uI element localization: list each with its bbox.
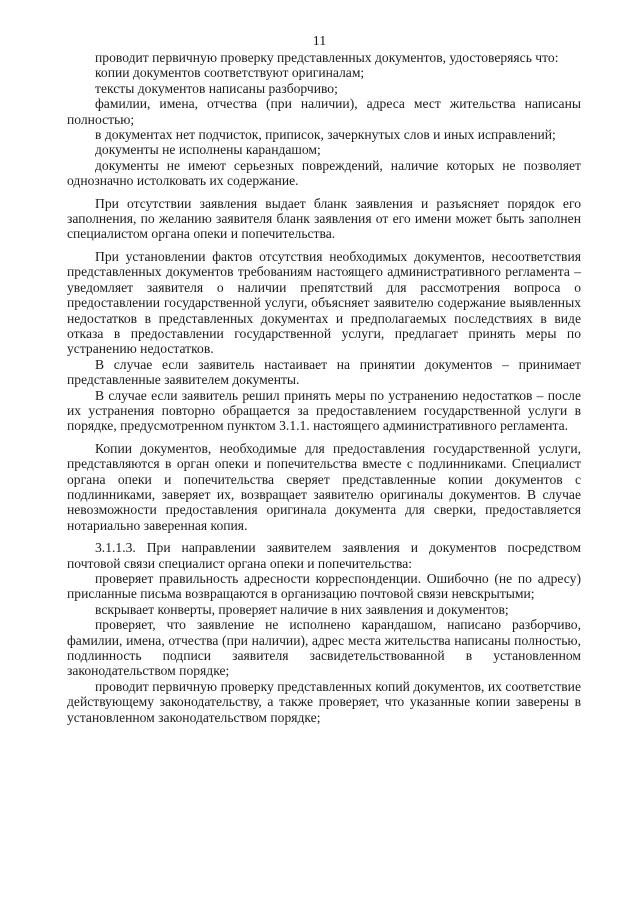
- paragraph: вскрывает конверты, проверяет наличие в них заявления и документов;: [95, 601, 509, 617]
- paragraph: в документах нет подчисток, приписок, зачеркнутых слов и иных исправлений;: [95, 127, 556, 143]
- paragraph: При установлении фактов отсутствия необходимых документов, несоответствия представленных документов требованиям настоящего административного регламента – уведомляет заявителя о наличии препятствий для рассмотрения вопроса о предоставлении государственной услуги, объясняет заявителю содержание выявленных недостатков в представленных документах и предполагаемых последствиях в виде отказа в предоставлении государственной услуги, предлагает принять меры по устранению недостатков.: [67, 248, 581, 357]
- paragraph: документы не имеют серьезных повреждений, наличие которых не позволяет однозначно истолковать их содержание.: [67, 157, 581, 189]
- paragraph: фамилии, имена, отчества (при наличии), адреса мест жительства написаны полностью;: [67, 96, 581, 127]
- paragraph: проверяет, что заявление не исполнено карандашом, написано разборчиво, фамилии, имена, отчества (при наличии), адрес места жительства написаны полностью, подлинность подписи заявителя засвидетельствованной в установленном законодательством порядке;: [67, 617, 581, 679]
- paragraph: тексты документов написаны разборчиво;: [95, 80, 338, 96]
- paragraph: При отсутствии заявления выдает бланк заявления и разъясняет порядок его заполнения, по желанию заявителя бланк заявления от его имени может быть заполнен специалистом органа опеки и попечительства.: [67, 195, 581, 242]
- paragraph: копии документов соответствуют оригиналам;: [95, 65, 365, 81]
- page-number: 11: [312, 34, 327, 49]
- paragraph: проводит первичную проверку представленных документов, удостоверяясь что:: [95, 50, 559, 65]
- paragraph: документы не исполнены карандашом;: [95, 142, 321, 158]
- paragraph: В случае если заявитель настаивает на принятии документов – принимает представленные заявителем документы.: [67, 356, 581, 388]
- paragraph: В случае если заявитель решил принять меры по устранению недостатков – после их устранения повторно обращается за предоставлением государственной услуги в порядке, предусмотренном пунктом 3.1.1. настоящего административного регламента.: [67, 387, 581, 434]
- paragraph: 3.1.1.3. При направлении заявителем заявления и документов посредством почтовой связи специалист органа опеки и попечительства:: [67, 540, 581, 571]
- paragraph: Копии документов, необходимые для предоставления государственной услуги, представляются в орган опеки и попечительства вместе с подлинниками. Специалист органа опеки и попечительства сверяет представленные копии документов с подлинниками, заверяет их, возвращает заявителю оригиналы документов. В случае невозможности предоставления оригинала документа для сверки, предоставляется нотариально заверенная копия.: [67, 440, 581, 533]
- document-body: [67, 50, 581, 725]
- paragraph: проводит первичную проверку представленных копий документов, их соответствие действующему законодательству, а также проверяет, что указанные копии заверены в установленном законодательством порядке;: [67, 678, 581, 725]
- paragraph: проверяет правильность адресности корреспонденции. Ошибочно (не по адресу) присланные письма возвращаются в организацию почтовой связи невскрытыми;: [67, 571, 581, 602]
